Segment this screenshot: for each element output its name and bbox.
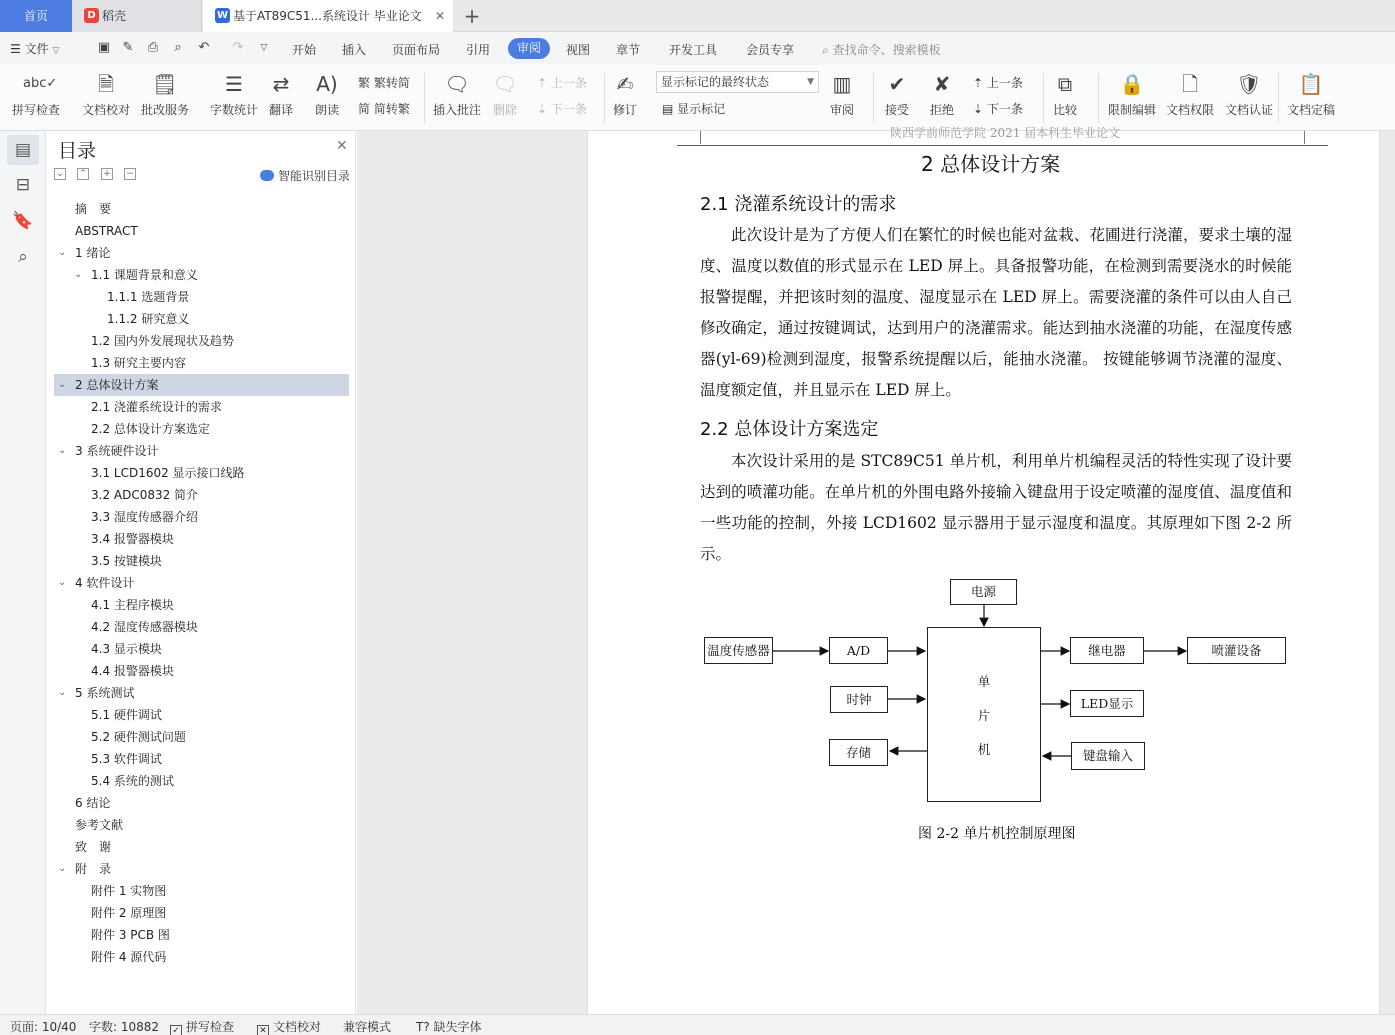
toc-item[interactable] [54,726,349,748]
toc-item[interactable] [54,286,349,308]
toc-item[interactable] [54,594,349,616]
tab-home[interactable]: 首页 [0,0,72,32]
toc-item[interactable] [54,462,349,484]
toc-item-label: 5.4 系统的测试 [91,774,174,788]
format-painter-icon[interactable]: ✎ [122,40,134,55]
toc-item-label: 4.2 湿度传感器模块 [91,620,198,634]
diagram-box-ad: A/D [829,637,888,664]
menu-bar [0,32,1395,65]
toc-item[interactable] [54,704,349,726]
menu-developer[interactable]: 开发工具 [669,43,718,57]
toc-item-label: 2.1 浇灌系统设计的需求 [91,400,222,414]
toc-item[interactable] [54,264,349,286]
doc-check-button[interactable]: 🗎 文档校对 [82,72,131,117]
toc-item[interactable] [54,792,349,814]
toc-item-label: 1 绪论 [75,246,111,260]
undo-icon[interactable]: ↶ [198,40,210,55]
toc-item[interactable] [54,330,349,352]
toc-item[interactable] [54,946,349,968]
toc-item[interactable] [54,484,349,506]
toc-item[interactable] [54,616,349,638]
chapter-nav-icon[interactable]: ⊟ [15,175,31,195]
section-2-2-paragraph: 本次设计采用的是 STC89C51 单片机，利用单片机编程灵活的特性实现了设计要达到的喷灌功能。在单片机的外围电路外接输入键盘用于设定喷灌的湿度值、温度值和一些功能的控制，外接 LCD1602 显示器用于显示湿度和温度。其原理如下图 2-2 所示。 [700,452,1292,563]
compat-mode-indicator: 兼容模式 [343,1020,392,1034]
tab-document[interactable] [203,0,453,32]
ribbon-separator [604,73,605,123]
accept-button[interactable]: ✔ 接受 [884,72,909,117]
ribbon-separator [1043,73,1044,123]
toc-item-label: 参考文献 [75,818,124,832]
menu-start[interactable]: 开始 [292,43,317,57]
to-simplified-button[interactable]: 简 简转繁 [358,102,410,116]
toc-item[interactable] [54,440,349,462]
add-level-icon[interactable]: + [101,168,113,180]
page-header-text: 陕西学前师范学院 2021 届本科生毕业论文 [890,126,1121,140]
comment-add-icon: 🗨 [444,72,470,96]
read-aloud-icon: A) [316,72,338,96]
redo-icon[interactable]: ↷ [232,40,244,55]
word-count-button[interactable]: ☰ 字数统计 [210,72,259,117]
revise-service-button[interactable]: 🗒 批改服务 [141,72,190,117]
diagram-box-temp-sensor: 温度传感器 [704,637,773,664]
toc-item[interactable] [54,660,349,682]
toc-item-label: 3.5 按键模块 [91,554,162,568]
simplified-icon: 简 [358,102,371,116]
tab-daoke-label: 稻壳 [102,9,127,23]
expand-chevron-icon[interactable]: ⌄ [58,687,67,698]
toc-item[interactable] [54,396,349,418]
crop-mark [700,131,701,144]
toc-item-label: 3.2 ADC0832 简介 [91,488,199,502]
toc-item-label: 1.3 研究主要内容 [91,356,186,370]
hamburger-icon: ☰ [10,42,21,56]
comment-delete-icon: 🗨 [492,72,518,96]
toc-item[interactable] [54,198,349,220]
file-menu[interactable]: ☰ 文件 ▽ [10,42,60,56]
tab-bar [0,0,1395,32]
side-nav-strip [0,131,46,1014]
next-change-icon: ⇣ [973,102,984,116]
toc-item-label: 3 系统硬件设计 [75,444,159,458]
next-comment-icon: ⇣ [537,102,548,116]
accept-icon: ✔ [888,72,906,96]
toc-title: 目录 [58,140,97,162]
insert-comment-button[interactable]: 🗨 插入批注 [433,72,482,117]
expand-chevron-icon[interactable]: ⌄ [58,247,67,258]
page-indicator[interactable]: 页面: 10/40 [10,1020,77,1034]
figure-caption: 图 2-2 单片机控制原理图 [918,826,1076,842]
translate-icon: ⇄ [272,72,290,96]
section-heading-2-1: 2.1 浇灌系统设计的需求 [700,194,897,215]
word-count-icon: ☰ [225,72,243,96]
toc-item[interactable] [54,858,349,880]
toc-item-label: 6 结论 [75,796,111,810]
diagram-box-led: LED显示 [1070,690,1144,717]
toc-item[interactable] [54,924,349,946]
toc-item-label: 5.2 硬件测试问题 [91,730,186,744]
close-icon[interactable]: ✕ [434,9,445,23]
ribbon-separator [1278,73,1279,123]
save-icon[interactable]: ▣ [97,40,111,55]
compare-icon: ⧉ [1057,72,1073,96]
toc-item-label: 1.1.1 选题背景 [107,290,190,304]
toc-item[interactable] [54,220,349,242]
menu-chapter[interactable]: 章节 [616,43,641,57]
toc-item-label: 附件 2 原理图 [91,906,167,920]
chevron-down-icon: ▼ [807,77,814,87]
toc-item[interactable] [54,528,349,550]
expand-chevron-icon[interactable]: ⌄ [58,379,67,390]
toc-item-label: 5.1 硬件调试 [91,708,162,722]
toc-item[interactable] [54,308,349,330]
toc-item[interactable] [54,418,349,440]
toc-item-label: 3.3 湿度传感器介绍 [91,510,198,524]
toc-item-label: 4.3 显示模块 [91,642,162,656]
toc-list [54,198,349,968]
mcu-label-1: 单 [977,674,991,689]
toc-item-label: 3.4 报警器模块 [91,532,174,546]
reject-icon: ✘ [933,72,951,96]
prev-change-icon: ⇡ [973,76,984,90]
search-icon[interactable]: ⌕ [18,247,28,267]
toc-item-label: 附件 1 实物图 [91,884,167,898]
translate-button[interactable]: ⇄ 翻译 [268,72,293,117]
toc-item[interactable] [54,374,349,396]
command-search[interactable]: ⌕ 查找命令、搜索模板 [822,43,941,57]
mcu-label-3: 机 [977,742,991,757]
toc-item[interactable] [54,242,349,264]
toc-item-label: 摘 要 [75,202,112,216]
expand-chevron-icon[interactable]: ⌄ [58,445,67,456]
mcu-label-2: 片 [977,708,991,723]
lock-icon: 🔒 [1119,72,1145,96]
new-tab-button[interactable]: + [463,4,481,28]
diagram-box-power: 电源 [950,579,1017,605]
toc-item-label: 附件 4 源代码 [91,950,167,964]
smart-toc-button[interactable]: 智能识别目录 [260,167,350,184]
menu-member[interactable]: 会员专享 [746,43,795,57]
toc-item[interactable] [54,880,349,902]
daoke-logo-icon: D [84,8,99,23]
permission-icon: 🗋 [1181,72,1199,96]
spell-check-icon: abc✓ [23,76,58,91]
expand-up-icon[interactable]: ⌃ [77,168,89,180]
wps-writer-icon: W [216,10,229,21]
review-pane-button[interactable]: ▥ 审阅 [829,72,854,117]
page-header-line [677,145,1328,146]
ribbon-separator [1098,73,1099,123]
prev-change-button[interactable]: ⇡ 上一条 [973,76,1023,90]
toc-panel-icon[interactable]: ▤ [7,135,39,165]
review-pane-icon: ▥ [832,72,852,96]
toc-item-label: ABSTRACT [75,224,138,238]
toc-item-label: 附件 3 PCB 图 [91,928,170,942]
reject-button[interactable]: ✘ 拒绝 [929,72,954,117]
toc-item-label: 1.1 课题背景和意义 [91,268,198,282]
diagram-box-storage: 存储 [829,739,888,766]
ribbon-separator [424,73,425,123]
toc-item-label: 2.2 总体设计方案选定 [91,422,210,436]
toc-item[interactable] [54,902,349,924]
customize-icon[interactable]: ▽ [260,43,268,53]
toc-item[interactable] [54,770,349,792]
next-change-button[interactable]: ⇣ 下一条 [973,102,1023,116]
show-markup-icon: ▤ [662,102,674,116]
chevron-down-icon: ▽ [52,46,60,56]
tab-document-label: 基于AT89C51...系统设计 毕业论文 [233,9,422,23]
section-heading-2-2: 2.2 总体设计方案选定 [700,419,879,440]
doc-check-icon: ✕ [257,1025,269,1035]
doc-certify-button[interactable]: 🛡 文档认证 [1225,72,1274,117]
expand-chevron-icon[interactable]: ⌄ [58,577,67,588]
toc-item-label: 4 软件设计 [75,576,135,590]
status-doc-check[interactable]: ✕ 文档校对 [257,1018,321,1035]
ribbon-separator [873,73,874,123]
to-traditional-button[interactable]: 繁 繁转简 [358,76,410,90]
toc-item[interactable] [54,682,349,704]
prev-comment-button[interactable]: ⇡ 上一条 [537,76,587,90]
toc-item-label: 1.1.2 研究意义 [107,312,190,326]
tab-daoke[interactable] [72,0,202,32]
prev-comment-icon: ⇡ [537,76,548,90]
toc-item[interactable] [54,638,349,660]
toc-item-label: 2 总体设计方案 [75,378,159,392]
diagram-box-keyboard: 键盘输入 [1071,742,1145,770]
close-icon[interactable]: ✕ [336,138,348,154]
toc-item[interactable] [54,550,349,572]
toc-panel [46,131,356,1014]
missing-font-icon: T? [416,1020,430,1034]
print-icon[interactable]: ⎙ [147,40,159,55]
toc-item-label: 5.3 软件调试 [91,752,162,766]
toc-item[interactable] [54,836,349,858]
track-changes-button[interactable]: ✍ 修订 [612,72,637,117]
collapse-all-icon[interactable]: ⌄ [54,168,66,180]
search-icon: ⌕ [822,43,829,57]
finalize-button[interactable]: 📋 文档定稿 [1287,72,1336,117]
toc-item[interactable] [54,814,349,836]
toc-item-label: 3.1 LCD1602 显示接口线路 [91,466,245,480]
checkbox-icon: ✓ [170,1025,182,1035]
menu-insert[interactable]: 插入 [342,43,367,57]
track-changes-icon: ✍ [616,72,634,96]
toc-item-label: 1.2 国内外发展现状及趋势 [91,334,234,348]
read-aloud-button[interactable]: A) 朗读 [314,72,339,117]
toc-item-label: 4.1 主程序模块 [91,598,174,612]
menu-page-layout[interactable]: 页面布局 [392,43,441,57]
bookmark-icon[interactable]: 🔖 [12,211,34,231]
section-2-1-paragraph: 此次设计是为了方便人们在繁忙的时候也能对盆栽、花圃进行浇灌，要求土壤的湿度、温度以数值的形式显示在 LED 屏上。具备报警功能，在检测到需要浇水的时候能报警提醒，并把该时刻的温度、湿度显示在 LED 屏上。需要浇灌的条件可以由人自己修改确定，通过按键调试，达到用户的浇灌需求。能达到抽水浇灌的功能，在湿度传感器(yl-69)检测到湿度，报警系统提醒以后，能抽水浇灌。 按键能够调节浇灌的湿度、温度额定值，并且显示在 LED 屏上。 [700,226,1292,399]
crop-mark [1304,131,1305,144]
finalize-icon: 📋 [1298,72,1324,96]
next-comment-button[interactable]: ⇣ 下一条 [537,102,587,116]
certify-icon: 🛡 [1236,72,1262,96]
diagram-box-relay: 继电器 [1070,637,1144,664]
spell-check-button[interactable]: abc✓ 拼写检查 [12,70,60,118]
toc-item[interactable] [54,572,349,594]
show-markup-button[interactable]: ▤ 显示标记 [662,102,726,116]
delete-comment-button[interactable]: 🗨 删除 [492,72,518,117]
expand-chevron-icon[interactable]: ⌄ [58,863,67,874]
toc-item-label: 4.4 报警器模块 [91,664,174,678]
menu-view[interactable]: 视图 [566,43,591,57]
toc-item[interactable] [54,352,349,374]
toc-item-label: 5 系统测试 [75,686,135,700]
ribbon-toolbar [0,65,1395,131]
toc-item-label: 致 谢 [75,840,112,854]
toc-item[interactable] [54,506,349,528]
doc-permission-button[interactable]: 🗋 文档权限 [1166,72,1215,117]
print-preview-icon[interactable]: ⌕ [174,40,182,55]
missing-font-button[interactable]: T? 缺失字体 [416,1020,482,1034]
status-spell-check[interactable]: ✓ 拼写检查 [170,1018,234,1035]
status-bar [0,1014,1395,1035]
word-count-indicator[interactable]: 字数: 10882 [89,1020,160,1034]
chapter-heading: 2 总体设计方案 [921,152,1061,176]
menu-review[interactable]: 审阅 [508,38,550,59]
menu-references[interactable]: 引用 [466,43,491,57]
toc-item-label: 附 录 [75,862,112,876]
doc-check-icon: 🗎 [97,72,115,96]
restrict-editing-button[interactable]: 🔒 限制编辑 [1108,72,1157,117]
diagram-box-clock: 时钟 [830,686,888,713]
compare-button[interactable]: ⧉ 比较 [1052,72,1077,117]
remove-level-icon[interactable]: − [124,168,136,180]
revise-service-icon: 🗒 [152,72,178,96]
expand-chevron-icon[interactable]: ⌄ [74,269,83,280]
smart-recognize-icon [260,170,274,181]
traditional-icon: 繁 [358,76,371,90]
diagram-box-sprinkler: 喷灌设备 [1187,637,1286,664]
toc-item[interactable] [54,748,349,770]
markup-state-select[interactable]: 显示标记的最终状态 ▼ [656,71,819,93]
